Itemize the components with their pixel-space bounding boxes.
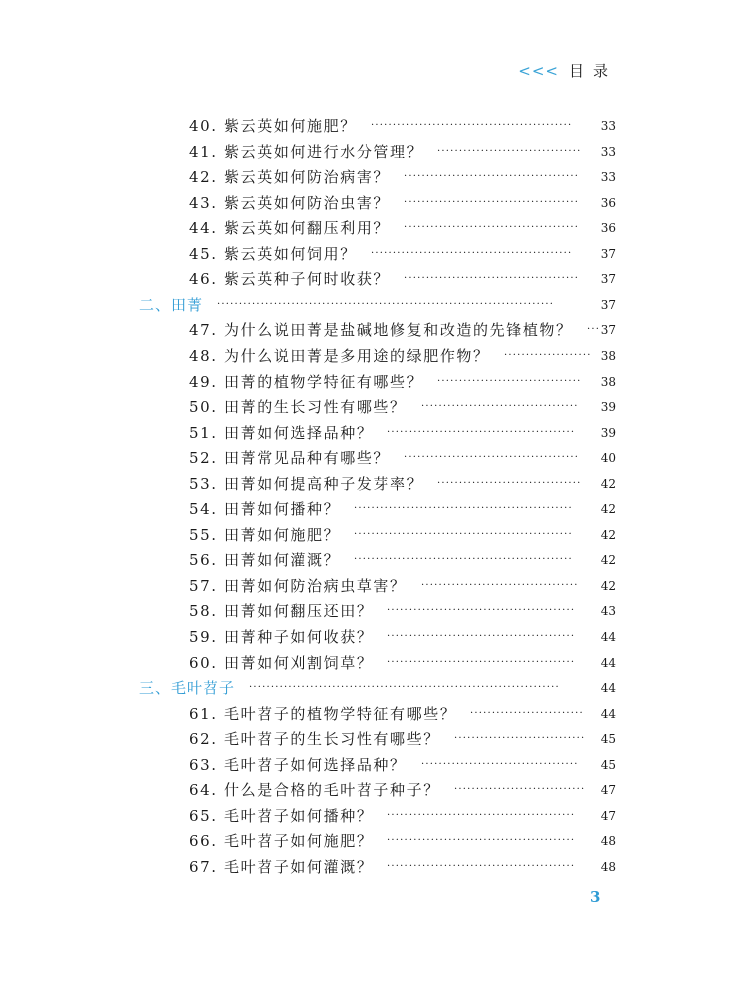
toc-page-number: 47 <box>600 783 616 798</box>
toc-leader-dots: ···································· <box>421 579 579 591</box>
toc-entry-title: 45. 紫云英如何饲用？ <box>189 244 357 263</box>
toc-entry-title: 42. 紫云英如何防治病害？ <box>189 168 391 187</box>
toc-page-number: 44 <box>600 655 616 670</box>
toc-page-number: 48 <box>600 859 616 874</box>
toc-entry-row[interactable] <box>0 446 730 470</box>
toc-leader-dots: ································· <box>437 145 582 157</box>
toc-entry-title: 43. 紫云英如何防治虫害？ <box>189 193 391 212</box>
toc-entry-row[interactable] <box>0 140 730 164</box>
toc-page-number: 39 <box>600 400 616 415</box>
toc-page-number: 40 <box>600 451 616 466</box>
toc-entry-row[interactable] <box>0 497 730 521</box>
toc-entry-title: 58. 田菁如何翻压还田？ <box>189 602 374 621</box>
toc-entry-title: 55. 田菁如何施肥？ <box>189 525 341 544</box>
toc-leader-dots: ········································ <box>404 452 580 464</box>
toc-leader-dots: ··········································· <box>387 631 576 642</box>
toc-page-number: 37 <box>600 323 616 338</box>
toc-page-number: 37 <box>600 297 616 312</box>
toc-entry-row[interactable] <box>0 344 730 368</box>
toc-leader-dots: ···································· <box>421 758 579 770</box>
toc-leader-dots: ·················································· <box>354 554 573 566</box>
toc-entry-row[interactable] <box>0 804 730 828</box>
toc-leader-dots: ···································· <box>421 401 579 413</box>
toc-entry-title: 50. 田菁的生长习性有哪些？ <box>189 398 407 417</box>
toc-leader-dots: ········································ <box>404 222 580 234</box>
toc-page-number: 37 <box>600 246 616 261</box>
toc-entry-row[interactable] <box>0 191 730 215</box>
toc-page-number: 42 <box>600 527 616 542</box>
toc-leader-dots: ··········································· <box>387 605 576 617</box>
toc-page-number: 44 <box>600 630 616 644</box>
toc-entry-row[interactable] <box>0 599 730 623</box>
toc-leader-dots: ········································ <box>404 273 580 285</box>
toc-leader-dots: ······························ <box>454 784 586 796</box>
toc-entry-title: 48. 为什么说田菁是多用途的绿肥作物？ <box>189 346 490 365</box>
toc-entry-row[interactable] <box>0 472 730 496</box>
toc-leader-dots: ·············································· <box>371 120 573 131</box>
toc-leader-dots: ··········································· <box>387 860 576 872</box>
toc-entry-row[interactable] <box>0 727 730 751</box>
toc-leader-dots: ··········································· <box>387 835 576 847</box>
toc-leader-dots: ··········································· <box>387 426 576 438</box>
toc-entry-title: 53. 田菁如何提高种子发芽率？ <box>189 474 424 493</box>
toc-leader-dots: ··· <box>587 324 601 336</box>
toc-entry-title: 44. 紫云英如何翻压利用？ <box>189 219 391 238</box>
toc-entry-title: 40. 紫云英如何施肥？ <box>189 117 357 135</box>
toc-page-number: 38 <box>600 348 616 363</box>
toc-entry-row[interactable] <box>0 574 730 598</box>
toc-page-number: 33 <box>600 119 616 133</box>
toc-page-number: 45 <box>600 732 616 747</box>
toc-entry-title: 61. 毛叶苕子的植物学特征有哪些？ <box>189 704 457 723</box>
toc-entry-title: 57. 田菁如何防治病虫草害？ <box>189 576 407 595</box>
toc-leader-dots: ········································ <box>404 171 580 183</box>
toc-entry-row[interactable] <box>0 651 730 675</box>
toc-entry-row[interactable] <box>0 114 730 138</box>
toc-page-number: 39 <box>600 425 616 440</box>
toc-entry-row[interactable] <box>0 370 730 394</box>
toc-page-number: 48 <box>600 834 616 849</box>
toc-page-number: 47 <box>600 808 616 823</box>
toc-page-number: 42 <box>600 578 616 593</box>
toc-entry-title: 56. 田菁如何灌溉？ <box>189 551 341 570</box>
toc-entry-title: 62. 毛叶苕子的生长习性有哪些？ <box>189 730 440 749</box>
toc-leader-dots: ··········································· <box>387 809 576 821</box>
toc-leader-dots: ··········································· <box>387 656 576 668</box>
toc-page-number: 42 <box>600 476 616 491</box>
toc-leader-dots: ································· <box>437 375 582 387</box>
toc-page-number: 43 <box>600 604 616 619</box>
toc-entry-title: 63. 毛叶苕子如何选择品种？ <box>189 755 407 774</box>
toc-entry-title: 54. 田菁如何播种？ <box>189 500 341 519</box>
toc-entry-title: 52. 田菁常见品种有哪些？ <box>189 449 391 468</box>
toc-entry-title: 41. 紫云英如何进行水分管理？ <box>189 142 424 161</box>
toc-entry-title: 49. 田菁的植物学特征有哪些？ <box>189 372 424 391</box>
toc-entry-row[interactable] <box>0 523 730 547</box>
toc-page-number: 36 <box>600 221 616 236</box>
toc-leader-dots: ······························ <box>454 733 586 745</box>
toc-leader-dots: ········································ <box>404 196 580 208</box>
toc-entry-row[interactable] <box>0 625 730 649</box>
toc-page-number: 44 <box>600 681 616 696</box>
toc-page-number: 38 <box>600 374 616 389</box>
toc-entry-row[interactable] <box>0 267 730 291</box>
toc-entry-title: 66. 毛叶苕子如何施肥？ <box>189 832 374 851</box>
toc-leader-dots: ·············································· <box>371 247 573 259</box>
toc-page-number: 33 <box>600 144 616 159</box>
toc-section-row[interactable] <box>0 293 730 317</box>
toc-entry-row[interactable] <box>0 548 730 572</box>
toc-page-number: 44 <box>600 706 616 721</box>
toc-page-number: 42 <box>600 553 616 568</box>
toc-leader-dots: ································· <box>437 477 582 489</box>
toc-leader-dots: ·················································· <box>354 528 573 540</box>
toc-entry-title: 51. 田菁如何选择品种？ <box>189 423 374 442</box>
header-arrows: <<< <box>518 61 559 80</box>
toc-leader-dots: ···················· <box>504 349 592 361</box>
toc-page-number: 42 <box>600 502 616 517</box>
toc-entry-row[interactable] <box>0 318 730 342</box>
toc-entry-row[interactable] <box>0 165 730 189</box>
toc-leader-dots: ·················································· <box>354 503 573 515</box>
toc-section-row[interactable] <box>0 676 730 700</box>
toc-leader-dots: ······································································· <box>249 682 560 694</box>
toc-entry-row[interactable] <box>0 702 730 726</box>
toc-entry-row[interactable] <box>0 395 730 419</box>
toc-entry-title: 67. 毛叶苕子如何灌溉？ <box>189 857 374 876</box>
toc-entry-row[interactable] <box>0 753 730 777</box>
toc-leader-dots: ············································································· <box>217 298 555 310</box>
toc-entry-row[interactable] <box>0 216 730 240</box>
toc-entry-title: 59. 田菁种子如何收获？ <box>189 628 374 646</box>
toc-entry-title: 60. 田菁如何刈割饲草？ <box>189 653 374 672</box>
toc-entry-row[interactable] <box>0 855 730 879</box>
toc-entry-title: 64. 什么是合格的毛叶苕子种子？ <box>189 781 440 800</box>
toc-entry-row[interactable] <box>0 829 730 853</box>
toc-section-title: 二、田菁 <box>139 295 204 314</box>
toc-page-number: 33 <box>600 170 616 185</box>
toc-entry-row[interactable] <box>0 242 730 266</box>
toc-entry-title: 65. 毛叶苕子如何播种？ <box>189 806 374 825</box>
page-number: 3 <box>590 888 601 906</box>
toc-leader-dots: ·························· <box>470 707 584 719</box>
toc-entry-row[interactable] <box>0 421 730 445</box>
toc-entry-row[interactable] <box>0 778 730 802</box>
toc-page-number: 37 <box>600 272 616 287</box>
header-title: 目录 <box>568 62 617 80</box>
toc-entry-title: 46. 紫云英种子何时收获？ <box>189 270 391 289</box>
toc-page-number: 36 <box>600 195 616 210</box>
toc-entry-title: 47. 为什么说田菁是盐碱地修复和改造的先锋植物？ <box>189 321 573 340</box>
toc-page-number: 45 <box>600 757 616 772</box>
running-header <box>518 60 617 81</box>
toc-section-title: 三、毛叶苕子 <box>139 679 236 698</box>
